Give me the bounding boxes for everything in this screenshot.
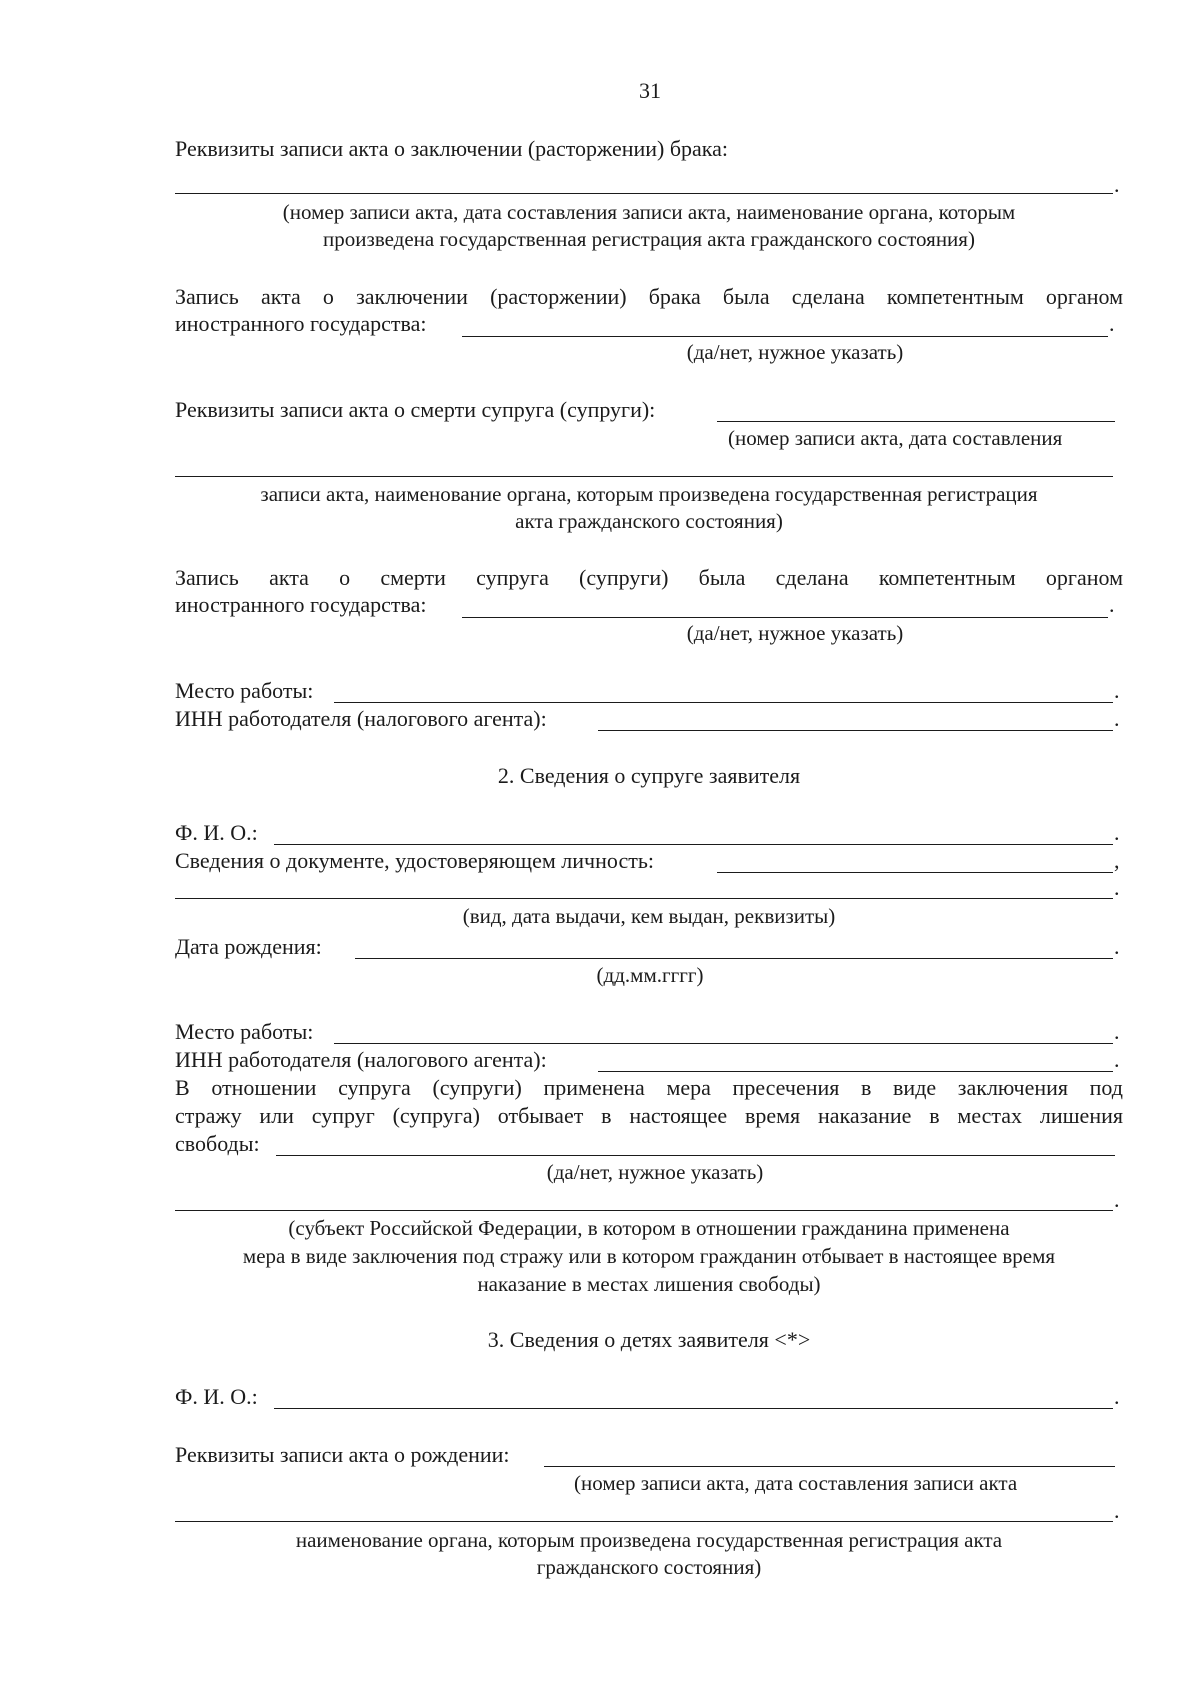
marriage-req-label: Реквизиты записи акта о заключении (расторжении) брака: [175, 136, 729, 161]
spouse-doc-hint: (вид, дата выдачи, кем выдан, реквизиты) [462, 904, 836, 928]
period: . [1114, 1498, 1120, 1523]
marriage-foreign-hint: (да/нет, нужное указать) [686, 340, 904, 364]
marriage-req-hint-1: (номер записи акта, дата составления записи акта, наименование органа, которым [282, 200, 1016, 224]
period: . [1114, 934, 1120, 959]
region-field[interactable] [175, 1210, 1113, 1211]
detention-line-2: стражу или супруг (супруга) отбывает в настоящее время наказание в местах лишения [175, 1103, 1123, 1128]
spouse-doc-field-1[interactable] [717, 872, 1113, 873]
child-birth-req-field-2[interactable] [175, 1521, 1113, 1522]
spouse-birth-label: Дата рождения: [175, 934, 322, 959]
spouse-work-field[interactable] [334, 1043, 1113, 1044]
child-birth-req-label: Реквизиты записи акта о рождении: [175, 1442, 510, 1467]
spouse-doc-label: Сведения о документе, удостоверяющем личность: [175, 848, 654, 873]
child-birth-req-hint-1: (номер записи акта, дата составления записи акта [574, 1471, 1018, 1495]
marriage-foreign-line-1: Запись акта о заключении (расторжении) брака была сделана компетентным органом [175, 284, 1123, 309]
period: . [1114, 1047, 1120, 1072]
death-req-field-2[interactable] [175, 476, 1113, 477]
death-req-field-1[interactable] [717, 421, 1115, 422]
child-birth-req-hint-3: гражданского состояния) [536, 1555, 762, 1579]
employer-inn-field[interactable] [598, 730, 1113, 731]
marriage-foreign-field[interactable] [462, 336, 1108, 337]
marriage-req-field[interactable] [175, 193, 1113, 194]
death-foreign-hint: (да/нет, нужное указать) [686, 621, 904, 645]
death-req-hint-3: акта гражданского состояния) [515, 509, 783, 533]
comma: , [1114, 848, 1120, 873]
section-2-title: 2. Сведения о супруге заявителя [497, 763, 801, 788]
detention-line-1: В отношении супруга (супруги) применена мера пресечения в виде заключения под [175, 1075, 1123, 1100]
spouse-work-label: Место работы: [175, 1019, 314, 1044]
spouse-doc-field-2[interactable] [175, 898, 1113, 899]
period: . [1114, 1187, 1120, 1212]
spouse-fio-label: Ф. И. О.: [175, 820, 258, 845]
marriage-foreign-line-2: иностранного государства: [175, 311, 427, 336]
region-hint-3: наказание в местах лишения свободы) [477, 1272, 821, 1296]
child-fio-field[interactable] [274, 1408, 1113, 1409]
death-req-label: Реквизиты записи акта о смерти супруга (супруги): [175, 397, 656, 422]
detention-line-3: свободы: [175, 1131, 260, 1156]
spouse-birth-field[interactable] [355, 958, 1113, 959]
child-fio-label: Ф. И. О.: [175, 1384, 258, 1409]
death-foreign-field[interactable] [462, 617, 1108, 618]
employer-inn-label: ИНН работодателя (налогового агента): [175, 706, 547, 731]
detention-hint: (да/нет, нужное указать) [546, 1160, 764, 1184]
spouse-inn-label: ИНН работодателя (налогового агента): [175, 1047, 547, 1072]
page-number: 31 [639, 78, 661, 103]
child-birth-req-hint-2: наименование органа, которым произведена государственная регистрация акта [295, 1528, 1003, 1552]
period: . [1114, 1384, 1120, 1409]
death-req-hint-2: записи акта, наименование органа, которым произведена государственная регистрация [260, 482, 1038, 506]
detention-field[interactable] [276, 1155, 1115, 1156]
period: . [1114, 820, 1120, 845]
spouse-birth-hint: (дд.мм.гггг) [596, 963, 704, 987]
death-foreign-line-1: Запись акта о смерти супруга (супруги) была сделана компетентным органом [175, 565, 1123, 590]
spouse-inn-field[interactable] [598, 1071, 1113, 1072]
period: . [1114, 875, 1120, 900]
marriage-req-hint-2: произведена государственная регистрация акта гражданского состояния) [323, 227, 975, 251]
period: . [1114, 678, 1120, 703]
work-place-label: Место работы: [175, 678, 314, 703]
work-place-field[interactable] [334, 702, 1113, 703]
period: . [1109, 592, 1115, 617]
death-foreign-line-2: иностранного государства: [175, 592, 427, 617]
region-hint-1: (субъект Российской Федерации, в котором в отношении гражданина применена [288, 1216, 1010, 1240]
death-req-hint-1: (номер записи акта, дата составления [728, 426, 1063, 450]
period: . [1109, 311, 1115, 336]
child-birth-req-field-1[interactable] [544, 1466, 1115, 1467]
period: . [1114, 706, 1120, 731]
spouse-fio-field[interactable] [274, 844, 1113, 845]
period: . [1114, 172, 1120, 197]
period: . [1114, 1019, 1120, 1044]
region-hint-2: мера в виде заключения под стражу или в котором гражданин отбывает в настоящее время [242, 1244, 1056, 1268]
section-3-title: 3. Сведения о детях заявителя <*> [487, 1327, 811, 1352]
